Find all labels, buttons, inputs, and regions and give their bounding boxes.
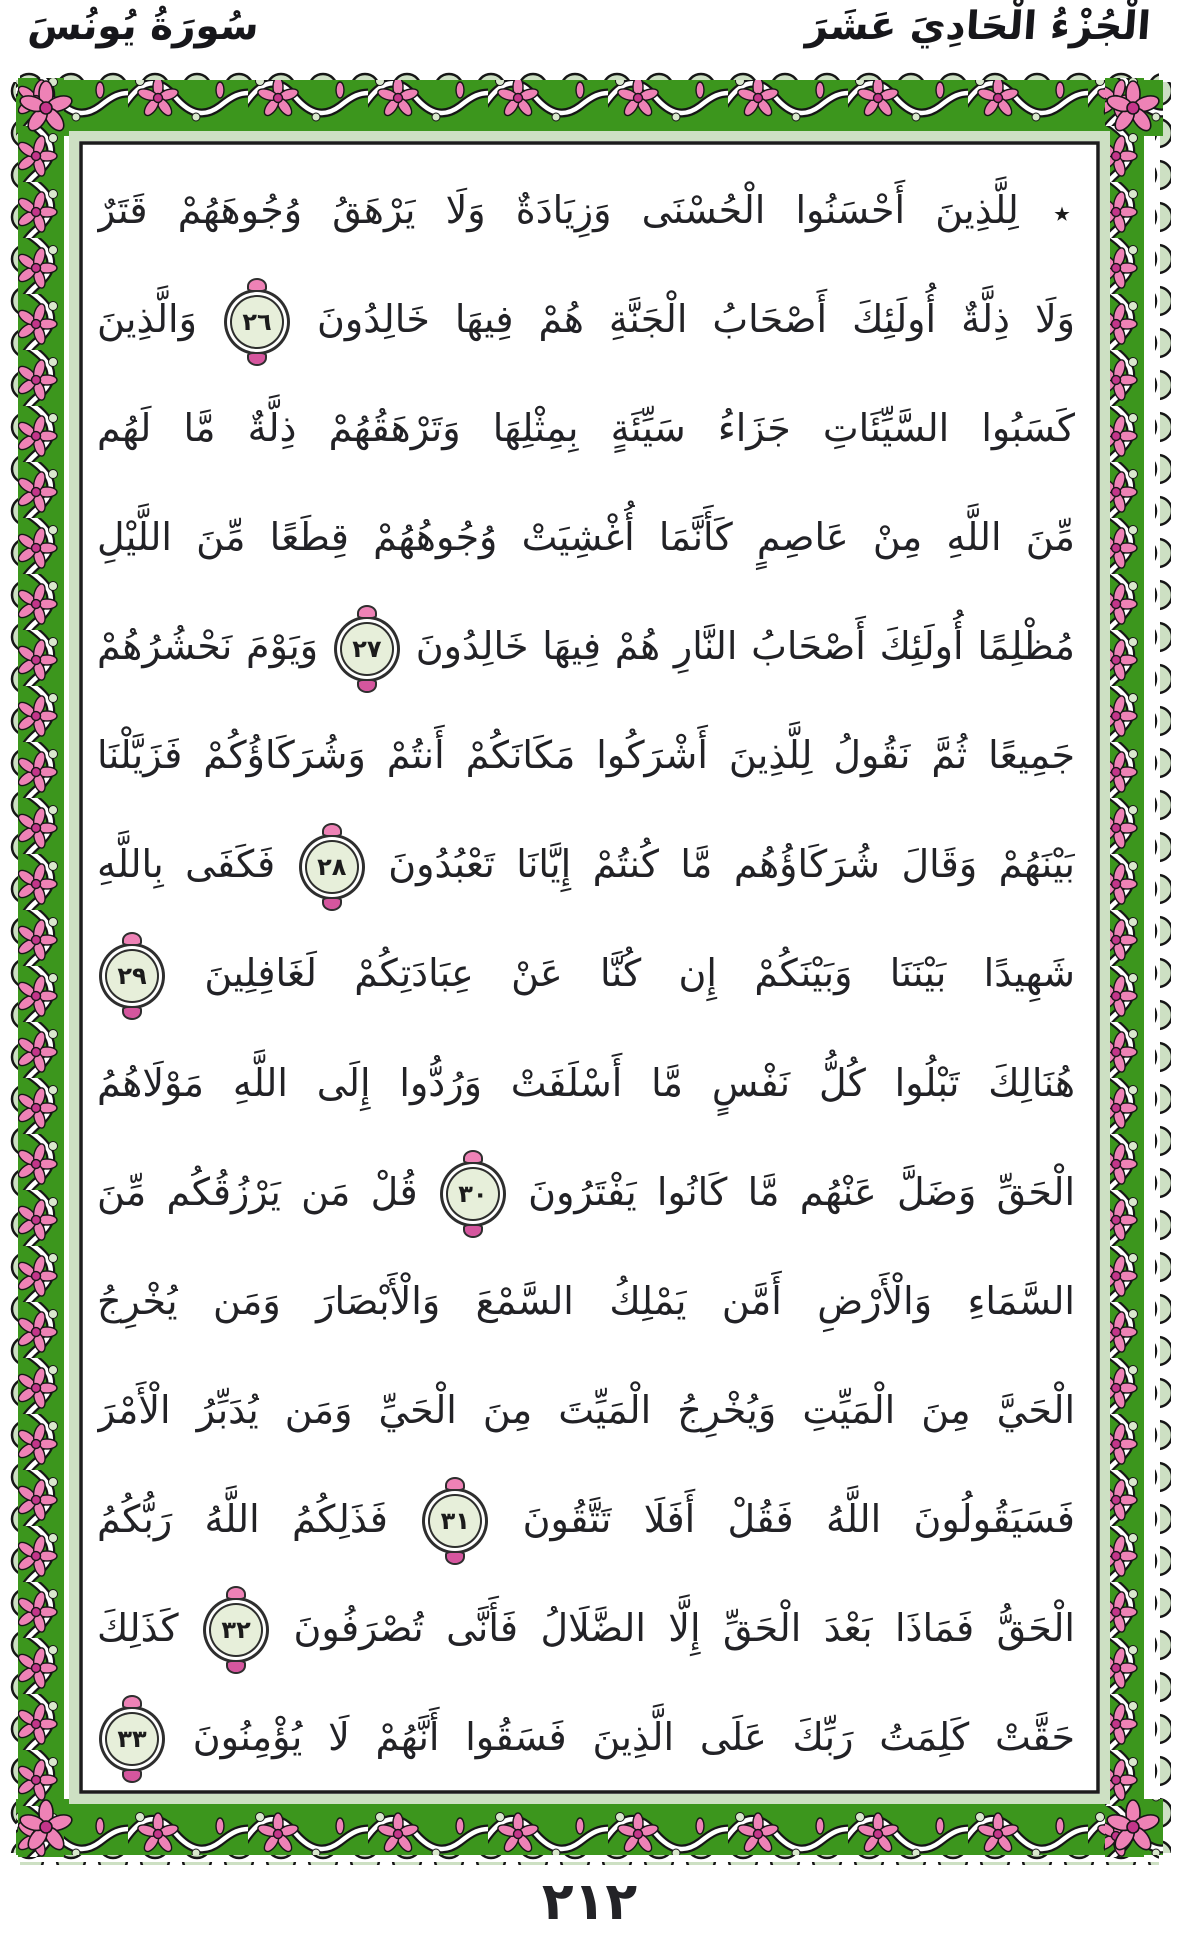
verse-text: مِّنَ اللَّهِ مِنْ عَاصِمٍ كَأَنَّمَا أُغْشِيَتْ وُجُوهُهُمْ قِطَعًا مِّنَ اللَّيْلِ [97, 515, 1075, 560]
verse-text: كَذَلِكَ [97, 1605, 179, 1650]
verse-text: هُنَالِكَ تَبْلُوا كُلُّ نَفْسٍ مَّا أَسْلَفَتْ وَرُدُّوا إِلَى اللَّهِ مَوْلَاهُمُ [97, 1060, 1075, 1105]
mushaf-line [97, 812, 1075, 921]
verse-text: الْحَقِّ وَضَلَّ عَنْهُم مَّا كَانُوا يَفْتَرُونَ [528, 1169, 1075, 1214]
ayah-marker: ٢٨ [305, 840, 359, 894]
verse-text: جَمِيعًا ثُمَّ نَقُولُ لِلَّذِينَ أَشْرَكُوا مَكَانَكُمْ أَنتُمْ وَشُرَكَاؤُكُمْ فَزَيَّلْنَا [97, 733, 1075, 778]
verse-text: مُظْلِمًا أُولَئِكَ أَصْحَابُ النَّارِ هُمْ فِيهَا خَالِدُونَ [415, 624, 1075, 669]
verse-text: حَقَّتْ كَلِمَتُ رَبِّكَ عَلَى الَّذِينَ فَسَقُوا أَنَّهُمْ لَا يُؤْمِنُونَ [192, 1714, 1075, 1759]
rub-el-hizb-icon: ٭ [1053, 192, 1071, 232]
page-header [28, 4, 1151, 64]
page-number: ٢١٢ [541, 1872, 638, 1932]
verse-text: شَهِيدًا بَيْنَنَا وَبَيْنَكُمْ إِن كُنَّا عَنْ عِبَادَتِكُمْ لَغَافِلِينَ [204, 951, 1075, 996]
verse-text: بَيْنَهُمْ وَقَالَ شُرَكَاؤُهُم مَّا كُنتُمْ إِيَّانَا تَعْبُدُونَ [388, 842, 1075, 887]
mushaf-line [97, 1031, 1075, 1140]
mushaf-line [97, 1358, 1075, 1467]
verse-text: السَّمَاءِ وَالْأَرْضِ أَمَّن يَمْلِكُ السَّمْعَ وَالْأَبْصَارَ وَمَن يُخْرِجُ [97, 1278, 1075, 1323]
mushaf-line [97, 1685, 1075, 1794]
verse-text: الْحَقُّ فَمَاذَا بَعْدَ الْحَقِّ إِلَّا الضَّلَالُ فَأَنَّى تُصْرَفُونَ [293, 1605, 1075, 1650]
mushaf-line [97, 703, 1075, 812]
mushaf-text-area [97, 158, 1075, 1794]
verse-text: فَذَلِكُمُ اللَّهُ رَبُّكُمُ [97, 1496, 388, 1541]
mushaf-line [97, 1249, 1075, 1358]
ayah-marker: ٣٠ [446, 1167, 500, 1221]
verse-text: وَيَوْمَ نَحْشُرُهُمْ [97, 624, 319, 669]
verse-text: لِلَّذِينَ أَحْسَنُوا الْحُسْنَى وَزِيَادَةٌ وَلَا يَرْهَقُ وُجُوهَهُمْ قَتَرٌ [97, 188, 1019, 232]
ayah-marker: ٢٧ [340, 622, 394, 676]
mushaf-line [97, 485, 1075, 594]
mushaf-line [97, 1576, 1075, 1685]
mushaf-line [97, 158, 1075, 267]
mushaf-line [97, 267, 1075, 376]
mushaf-line [97, 1467, 1075, 1576]
verse-text: فَسَيَقُولُونَ اللَّهُ فَقُلْ أَفَلَا تَتَّقُونَ [522, 1496, 1075, 1541]
mushaf-line [97, 1140, 1075, 1249]
surah-label: سُورَةُ يُونُسَ [26, 4, 261, 49]
verse-text: وَلَا ذِلَّةٌ أُولَئِكَ أَصْحَابُ الْجَنَّةِ هُمْ فِيهَا خَالِدُونَ [316, 297, 1075, 342]
verse-text: قُلْ مَن يَرْزُقُكُم مِّنَ [97, 1169, 418, 1214]
ayah-marker: ٣١ [428, 1494, 482, 1548]
mushaf-line [97, 594, 1075, 703]
ayah-marker: ٣٣ [105, 1712, 159, 1766]
ayah-marker: ٢٦ [230, 295, 284, 349]
mushaf-line [97, 921, 1075, 1030]
verse-text: الْحَيَّ مِنَ الْمَيِّتِ وَيُخْرِجُ الْمَيِّتَ مِنَ الْحَيِّ وَمَن يُدَبِّرُ الْأَمْرَ [97, 1387, 1075, 1432]
juz-label: الْجُزْءُ الْحَادِيَ عَشَرَ [804, 4, 1153, 49]
mushaf-line [97, 376, 1075, 485]
verse-text: كَسَبُوا السَّيِّئَاتِ جَزَاءُ سَيِّئَةٍ بِمِثْلِهَا وَتَرْهَقُهُمْ ذِلَّةٌ مَّا لَهُم [97, 406, 1075, 451]
verse-text: فَكَفَى بِاللَّهِ [97, 842, 276, 887]
verse-text: وَالَّذِينَ [97, 297, 197, 342]
ayah-marker: ٢٩ [105, 949, 159, 1003]
ayah-marker: ٣٢ [209, 1603, 263, 1657]
